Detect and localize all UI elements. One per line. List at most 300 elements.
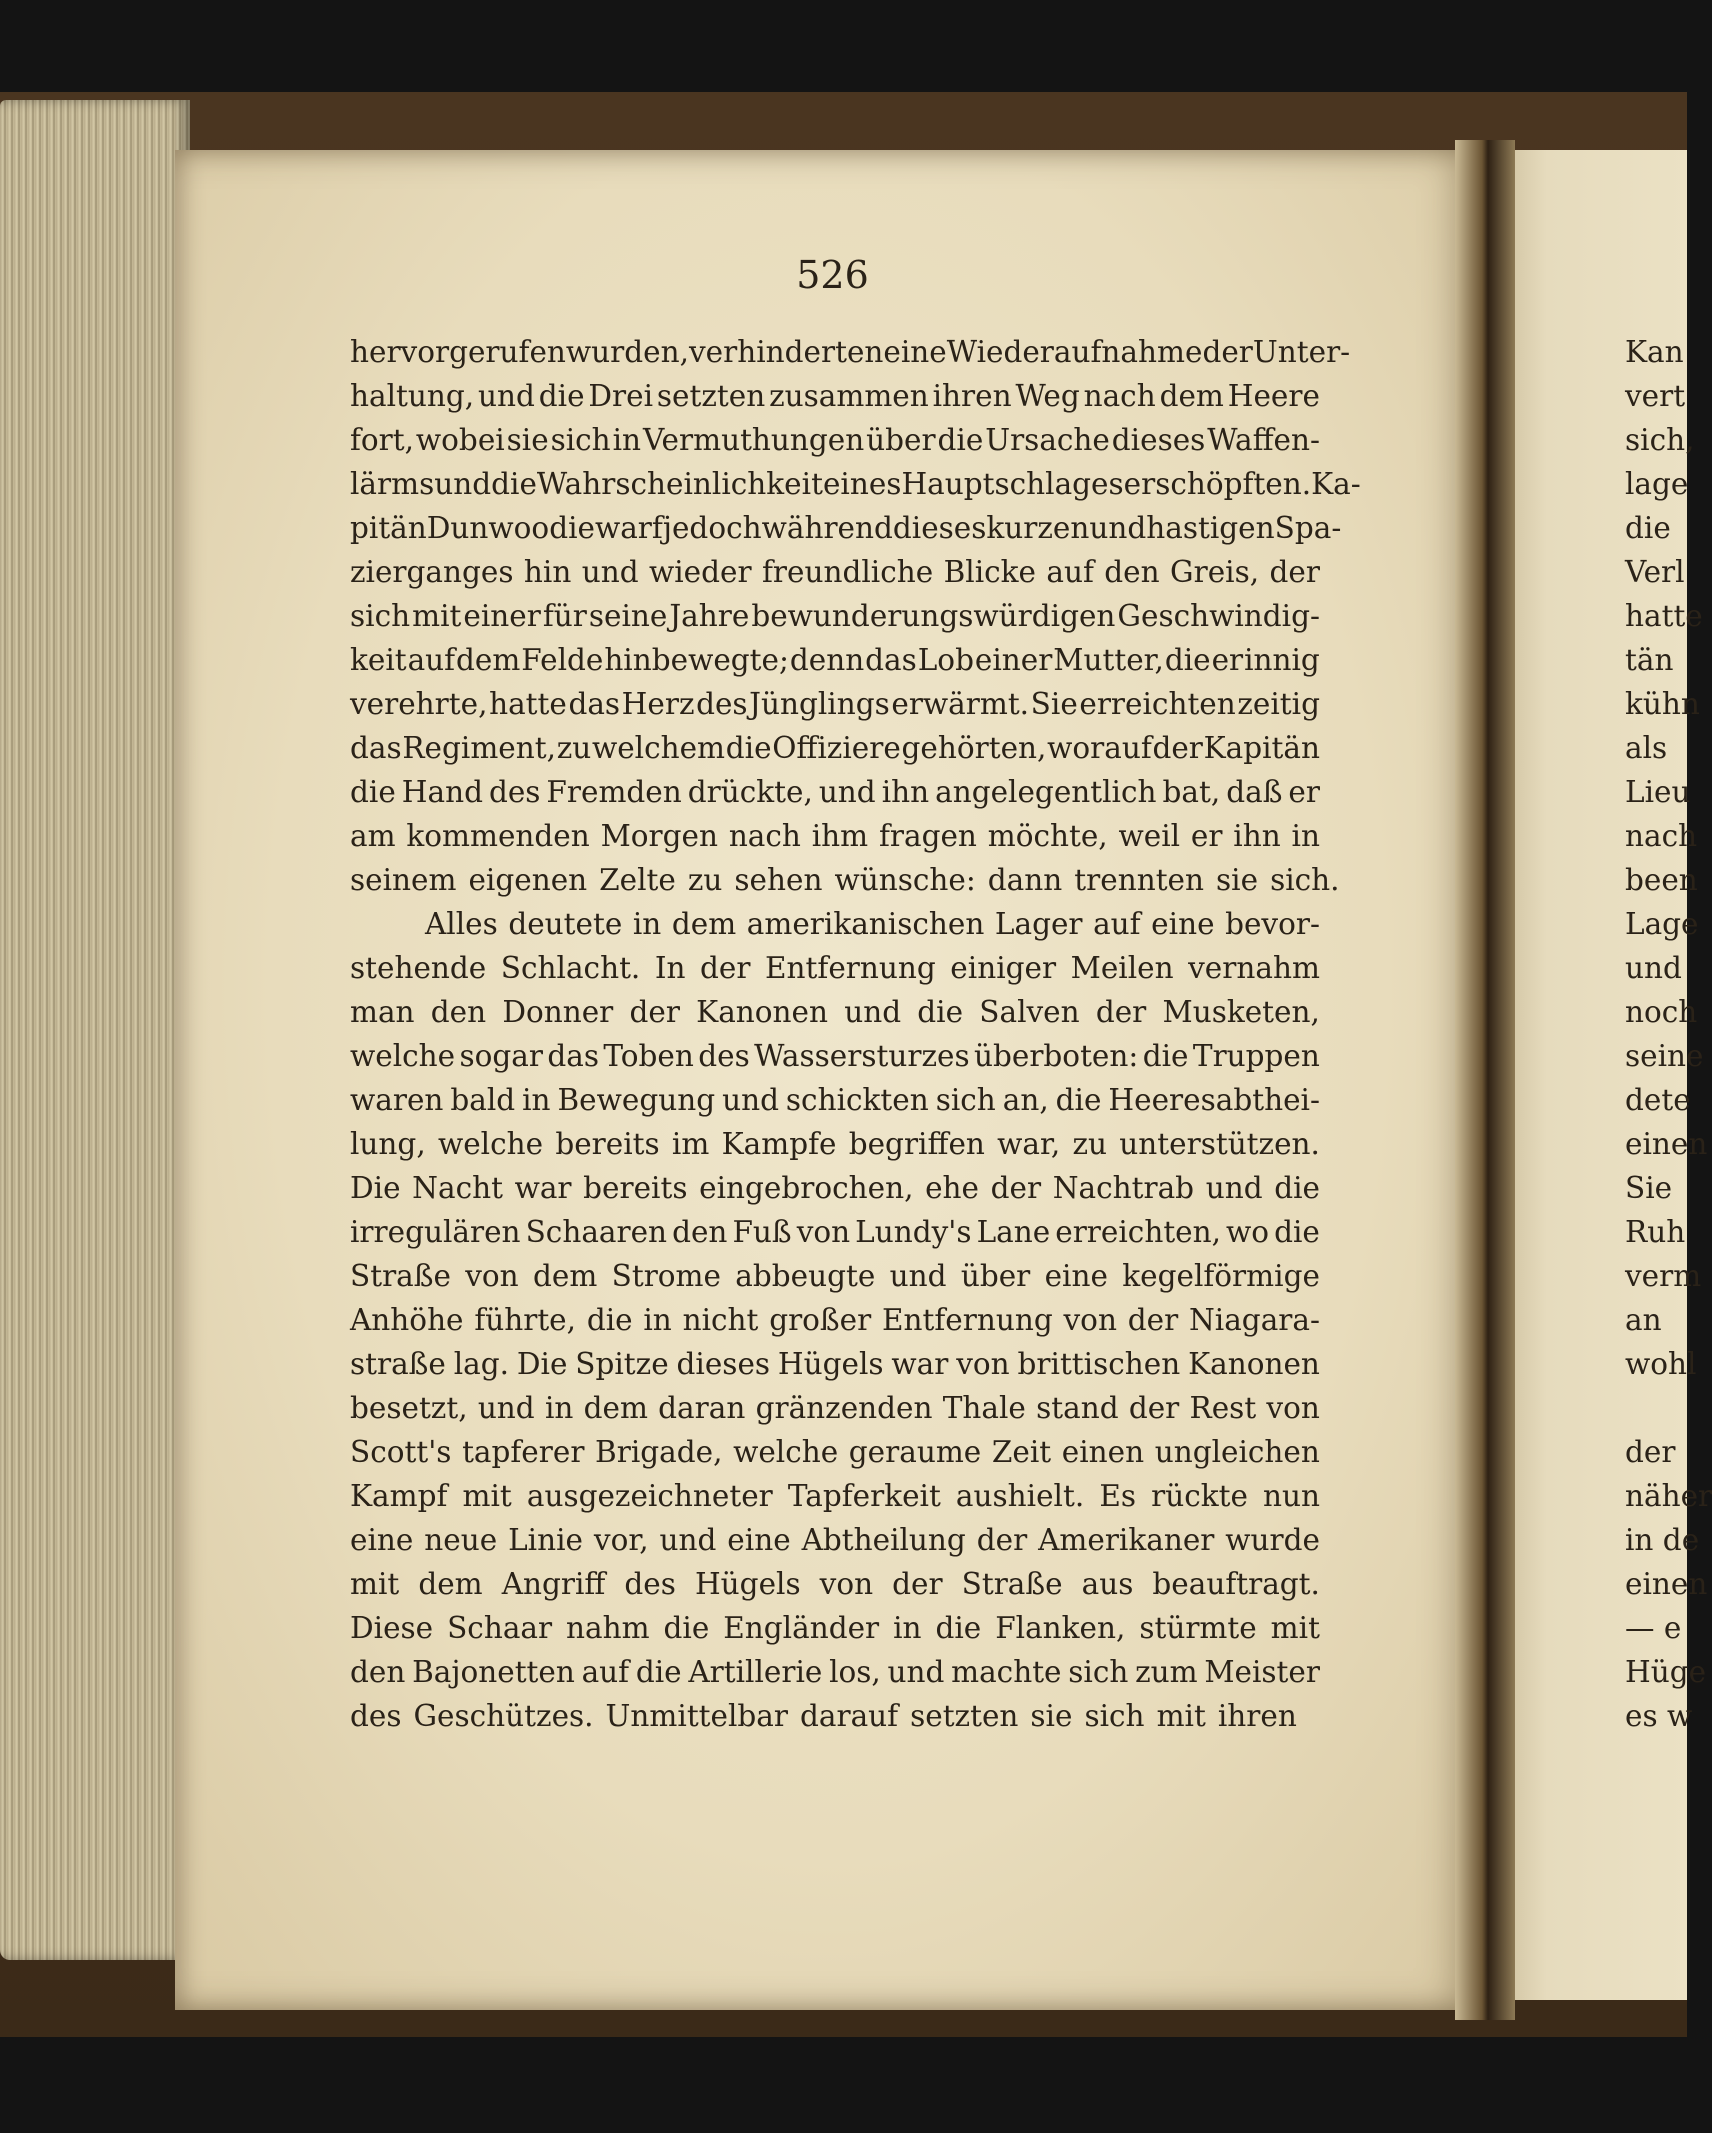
word: die	[538, 379, 585, 413]
word: vor,	[593, 1523, 649, 1557]
text-line	[350, 1342, 1320, 1386]
text-fragment: verm	[1625, 1259, 1702, 1293]
word: hatte	[489, 687, 567, 721]
word: in	[544, 1391, 574, 1425]
text-fragment: als	[1625, 731, 1668, 765]
word: kommenden	[406, 819, 590, 853]
text-fragment: einen	[1625, 1567, 1708, 1601]
text-fragment: noch	[1625, 995, 1698, 1029]
word: freundliche	[761, 555, 934, 589]
word: nach	[1083, 379, 1156, 413]
word: und	[1089, 511, 1147, 545]
word: zu	[556, 731, 592, 765]
word: Musketen,	[1162, 995, 1320, 1029]
word: die	[935, 1611, 982, 1645]
word: Ka-	[1311, 467, 1361, 501]
word: sich	[350, 599, 411, 633]
word: sie	[1216, 863, 1259, 897]
word: von	[1266, 1391, 1320, 1425]
word: des	[350, 1699, 402, 1733]
word: von	[796, 1215, 851, 1249]
word: lung,	[350, 1127, 426, 1161]
word: ihn	[1233, 819, 1281, 853]
word: die	[1055, 1083, 1102, 1117]
word: Weg	[1015, 379, 1080, 413]
word: innig	[1244, 643, 1320, 677]
word: keit	[350, 643, 407, 677]
word: und	[478, 379, 535, 413]
word: ihn	[881, 775, 930, 809]
word: dem	[532, 1259, 598, 1293]
word: in	[1291, 819, 1320, 853]
text-fragment: Sie	[1625, 1171, 1673, 1205]
word: sich.	[1270, 863, 1340, 897]
word: aushielt.	[955, 1479, 1085, 1513]
word: des	[488, 775, 541, 809]
word: nahm	[566, 1611, 650, 1645]
word: wurden,	[565, 335, 689, 369]
text-line	[350, 726, 1320, 770]
word: und	[659, 1523, 717, 1557]
text-line	[350, 330, 1351, 374]
word: Abtheilung	[801, 1523, 966, 1557]
word: Geschwindig-	[1117, 599, 1320, 633]
text-line	[350, 1298, 1320, 1342]
word: Lager	[994, 907, 1083, 941]
word: das	[350, 731, 402, 765]
word: hinbewegte;	[604, 643, 789, 677]
word: Regiment,	[402, 731, 556, 765]
text-fragment: Ruh	[1625, 1215, 1686, 1249]
word: die	[586, 1303, 633, 1337]
text-line	[350, 990, 1320, 1034]
word: die	[1274, 1171, 1320, 1205]
word: Donner	[502, 995, 614, 1029]
word: gehörten,	[901, 731, 1047, 765]
word: drückte,	[687, 775, 813, 809]
word: los,	[829, 1655, 881, 1689]
word: worauf	[1047, 731, 1152, 765]
word: die	[1142, 1039, 1189, 1073]
word: Vermuthungen	[642, 423, 865, 457]
word: Brigade,	[595, 1435, 723, 1469]
word: Fuß	[732, 1215, 792, 1249]
text-line	[350, 462, 1361, 506]
word: Entfernung	[765, 951, 936, 985]
word: auf	[1093, 907, 1141, 941]
word: stehende	[350, 951, 487, 985]
page-edges	[0, 100, 190, 1960]
text-line	[350, 1606, 1320, 1650]
word: die	[491, 467, 537, 501]
word: erreichten	[1079, 687, 1236, 721]
word: ehe	[925, 1171, 980, 1205]
word: zu	[1072, 1127, 1108, 1161]
word: Angriff	[501, 1567, 606, 1601]
word: Wiederaufnahme	[946, 335, 1203, 369]
word: Engländer	[723, 1611, 880, 1645]
text-line	[350, 814, 1320, 858]
word: sogar	[459, 1039, 543, 1073]
word: Anhöhe	[350, 1303, 464, 1337]
word: in	[632, 907, 662, 941]
word: zierganges	[350, 555, 514, 589]
word: Unter-	[1252, 335, 1351, 369]
text-fragment: — e	[1625, 1611, 1682, 1645]
word: den	[672, 1215, 728, 1249]
text-line	[350, 1166, 1320, 1210]
word: das	[547, 1039, 600, 1073]
word: amerikanischen	[746, 907, 985, 941]
word: machte	[951, 1655, 1062, 1689]
word: wieder	[649, 555, 752, 589]
word: trennten	[1074, 863, 1205, 897]
word: Entfernung	[881, 1303, 1053, 1337]
text-line	[350, 594, 1320, 638]
word: war	[514, 1171, 572, 1205]
word: einer	[463, 599, 541, 633]
word: lag.	[453, 1347, 510, 1381]
word: eine	[350, 1523, 414, 1557]
text-line	[350, 858, 1340, 902]
word: Linie	[508, 1523, 584, 1557]
word: in	[612, 423, 642, 457]
word: sehen	[734, 863, 823, 897]
text-fragment: Verl	[1625, 555, 1685, 589]
word: welchem	[591, 731, 726, 765]
word: Nacht	[412, 1171, 503, 1205]
word: deutete	[508, 907, 623, 941]
word: dem	[671, 907, 737, 941]
word: fragen	[878, 819, 977, 853]
word: eine	[883, 335, 947, 369]
word: und	[844, 995, 902, 1029]
word: über	[960, 1259, 1031, 1293]
word: schickten	[785, 1083, 929, 1117]
word: Hauptschlages	[901, 467, 1124, 501]
word: den	[430, 995, 487, 1029]
word: Lob	[917, 643, 974, 677]
text-fragment: vert	[1625, 379, 1686, 413]
word: Kapitän	[1203, 731, 1320, 765]
text-fragment: in de	[1625, 1523, 1700, 1557]
word: dieses	[1111, 423, 1206, 457]
word: der	[1152, 731, 1203, 765]
word: Lundy's	[855, 1215, 972, 1249]
word: zu	[687, 863, 723, 897]
word: kegelförmige	[1122, 1259, 1320, 1293]
left-page-text	[350, 330, 1361, 1738]
word: stand	[1036, 1391, 1119, 1425]
word: mit	[1270, 1611, 1320, 1645]
word: der	[976, 1523, 1028, 1557]
word: mit	[462, 1479, 512, 1513]
word: er	[1190, 819, 1223, 853]
text-line	[350, 1210, 1320, 1254]
text-line	[350, 1078, 1320, 1122]
word: den	[350, 1655, 406, 1689]
text-fragment: Lage	[1625, 907, 1699, 941]
word: angelegentlich	[935, 775, 1157, 809]
word: in	[643, 1303, 672, 1337]
word: seine	[588, 599, 668, 633]
text-fragment: kühn	[1625, 687, 1700, 721]
word: führte,	[474, 1303, 577, 1337]
word: eigenen	[468, 863, 588, 897]
text-fragment: Lieu	[1625, 775, 1691, 809]
word: der	[629, 995, 680, 1029]
word: daß	[1226, 775, 1283, 809]
word: die	[937, 423, 984, 457]
word: und	[434, 467, 492, 501]
word: und	[477, 1391, 535, 1425]
word: Mutter,	[1053, 643, 1164, 677]
word: von	[1063, 1303, 1117, 1337]
word: Die	[516, 1347, 568, 1381]
word: Herz	[621, 687, 695, 721]
word: Alles	[425, 907, 498, 941]
word: ihren	[932, 379, 1012, 413]
word: Tapferkeit	[787, 1479, 941, 1513]
word: erwärmt.	[891, 687, 1030, 721]
word: nicht	[682, 1303, 759, 1337]
word: am	[350, 819, 396, 853]
word: verhinderten	[688, 335, 884, 369]
word: die	[1164, 643, 1211, 677]
book-gutter	[1455, 140, 1515, 2020]
word: eines	[822, 467, 902, 501]
word: sie	[1030, 1699, 1073, 1733]
word: er	[1288, 775, 1320, 809]
word: Artillerie	[688, 1655, 823, 1689]
text-fragment: tän	[1625, 643, 1674, 677]
word: Scott's	[350, 1435, 452, 1469]
word: des	[698, 1039, 750, 1073]
word: wurde	[1225, 1523, 1320, 1557]
word: straße	[350, 1347, 446, 1381]
word: hin	[523, 555, 572, 589]
text-line	[350, 418, 1320, 462]
word: In	[654, 951, 686, 985]
word: dieses	[892, 511, 987, 545]
word: war	[891, 1347, 949, 1381]
word: setzten	[656, 379, 766, 413]
word: waren	[350, 1083, 444, 1117]
word: Wassersturzes	[754, 1039, 970, 1073]
text-fragment: lage	[1625, 467, 1689, 501]
word: hastigen	[1146, 511, 1275, 545]
word: ausgezeichneter	[526, 1479, 773, 1513]
word: der	[1202, 335, 1253, 369]
word: Thale	[942, 1391, 1026, 1425]
text-fragment: Kan	[1625, 335, 1684, 369]
text-line	[350, 1474, 1320, 1518]
word: zusammen	[769, 379, 929, 413]
word: brittischen	[1017, 1347, 1181, 1381]
word: des	[624, 1567, 676, 1601]
word: Die	[350, 1171, 401, 1205]
word: stürmte	[1139, 1611, 1257, 1645]
word: bereits	[555, 1127, 660, 1161]
word: von	[819, 1567, 874, 1601]
word: bat,	[1162, 775, 1221, 809]
word: Diese	[350, 1611, 434, 1645]
word: Heere	[1227, 379, 1320, 413]
word: mit	[412, 599, 462, 633]
word: bereits	[583, 1171, 688, 1205]
word: der	[892, 1567, 943, 1601]
word: Toben	[603, 1039, 694, 1073]
word: Spitze	[575, 1347, 669, 1381]
word: Kanonen	[1188, 1347, 1320, 1381]
word: Rest	[1189, 1391, 1257, 1425]
text-fragment: wohl	[1625, 1347, 1697, 1381]
text-fragment: näher	[1625, 1479, 1712, 1513]
text-line	[350, 550, 1320, 594]
word: und	[889, 1259, 947, 1293]
word: Hügels	[694, 1567, 801, 1601]
word: Niagara-	[1188, 1303, 1320, 1337]
word: setzten	[910, 1699, 1019, 1733]
word: während	[761, 511, 893, 545]
word: Hand	[401, 775, 483, 809]
word: beauftragt.	[1152, 1567, 1320, 1601]
word: nach	[728, 819, 801, 853]
word: wo	[1226, 1215, 1270, 1249]
word: denn	[789, 643, 865, 677]
text-line	[350, 1430, 1320, 1474]
word: ihm	[811, 819, 869, 853]
word: die	[725, 731, 772, 765]
word: tapferer	[462, 1435, 585, 1469]
word: Schlacht.	[500, 951, 641, 985]
text-fragment: been	[1625, 863, 1698, 897]
word: dem	[418, 1567, 483, 1601]
word: auf	[581, 1655, 630, 1689]
word: die	[1274, 1215, 1320, 1249]
word: Fremden	[546, 775, 682, 809]
word: mit	[1156, 1699, 1206, 1733]
text-fragment: und	[1625, 951, 1682, 985]
word: Dunwoodie	[426, 511, 595, 545]
word: bevor-	[1225, 907, 1320, 941]
word: dem	[583, 1391, 648, 1425]
word: einer	[974, 643, 1053, 677]
word: Heeresabthei-	[1108, 1083, 1320, 1117]
word: darauf	[800, 1699, 899, 1733]
word: Unmittelbar	[605, 1699, 788, 1733]
word: Amerikaner	[1038, 1523, 1215, 1557]
text-fragment: die	[1625, 511, 1671, 545]
word: sich	[1068, 1655, 1129, 1689]
word: das	[865, 643, 917, 677]
word: der	[990, 1171, 1042, 1205]
word: Drei	[588, 379, 654, 413]
word: möchte,	[987, 819, 1108, 853]
word: war,	[997, 1127, 1061, 1161]
word: das	[568, 687, 621, 721]
word: welche	[733, 1435, 839, 1469]
text-line	[350, 1694, 1320, 1738]
word: der	[1128, 1391, 1180, 1425]
word: neue	[424, 1523, 498, 1557]
word: vernahm	[1188, 951, 1320, 985]
text-line	[350, 374, 1320, 418]
word: Salven	[979, 995, 1080, 1029]
word: Zeit	[991, 1435, 1052, 1469]
word: und	[818, 775, 876, 809]
word: Meister	[1204, 1655, 1320, 1689]
word: sich	[935, 1083, 996, 1117]
text-line	[350, 1518, 1320, 1562]
word: in	[522, 1083, 551, 1117]
word: auf	[407, 643, 456, 677]
text-line	[350, 1034, 1320, 1078]
word: und	[887, 1655, 945, 1689]
word: Spa-	[1274, 511, 1342, 545]
text-line	[350, 1254, 1320, 1298]
word: die	[917, 995, 964, 1029]
text-fragment: der	[1625, 1435, 1676, 1469]
text-line	[350, 1562, 1320, 1606]
word: sich	[550, 423, 611, 457]
word: Bewegung	[557, 1083, 716, 1117]
word: bewunderungswürdigen	[751, 599, 1116, 633]
word: ihren	[1217, 1699, 1297, 1733]
word: Kampfe	[721, 1127, 837, 1161]
word: Ursache	[985, 423, 1110, 457]
word: der	[1127, 1303, 1179, 1337]
text-line	[350, 1650, 1320, 1694]
text-line	[350, 1386, 1320, 1430]
word: und	[1205, 1171, 1263, 1205]
word: des	[696, 687, 748, 721]
text-line	[350, 638, 1320, 682]
word: Offiziere	[772, 731, 901, 765]
word: eine	[1044, 1259, 1108, 1293]
word: sie	[506, 423, 549, 457]
text-fragment: Hüge	[1625, 1655, 1707, 1689]
word: dann	[987, 863, 1063, 897]
word: seinem	[350, 863, 457, 897]
word: dem	[456, 643, 521, 677]
word: Es	[1099, 1479, 1136, 1513]
text-fragment: es w	[1625, 1699, 1693, 1733]
text-fragment: sich,	[1625, 423, 1695, 457]
word: Truppen	[1192, 1039, 1320, 1073]
word: eingebrochen,	[699, 1171, 914, 1205]
word: in	[893, 1611, 922, 1645]
word: aus	[1081, 1567, 1134, 1601]
word: zum	[1135, 1655, 1198, 1689]
word: Kampf	[350, 1479, 448, 1513]
word: Schaaren	[525, 1215, 668, 1249]
word: an,	[1002, 1083, 1049, 1117]
word: Nachtrab	[1052, 1171, 1195, 1205]
word: die	[350, 775, 396, 809]
word: zeitig	[1237, 687, 1320, 721]
word: Morgen	[600, 819, 718, 853]
word: sich	[1084, 1699, 1145, 1733]
word: einiger	[950, 951, 1057, 985]
word: Lane	[976, 1215, 1051, 1249]
text-fragment: hatte	[1625, 599, 1703, 633]
word: eine	[727, 1523, 791, 1557]
word: wobei	[415, 423, 505, 457]
text-fragment: an	[1625, 1303, 1662, 1337]
word: jedoch	[662, 511, 762, 545]
word: Bajonetten	[412, 1655, 575, 1689]
